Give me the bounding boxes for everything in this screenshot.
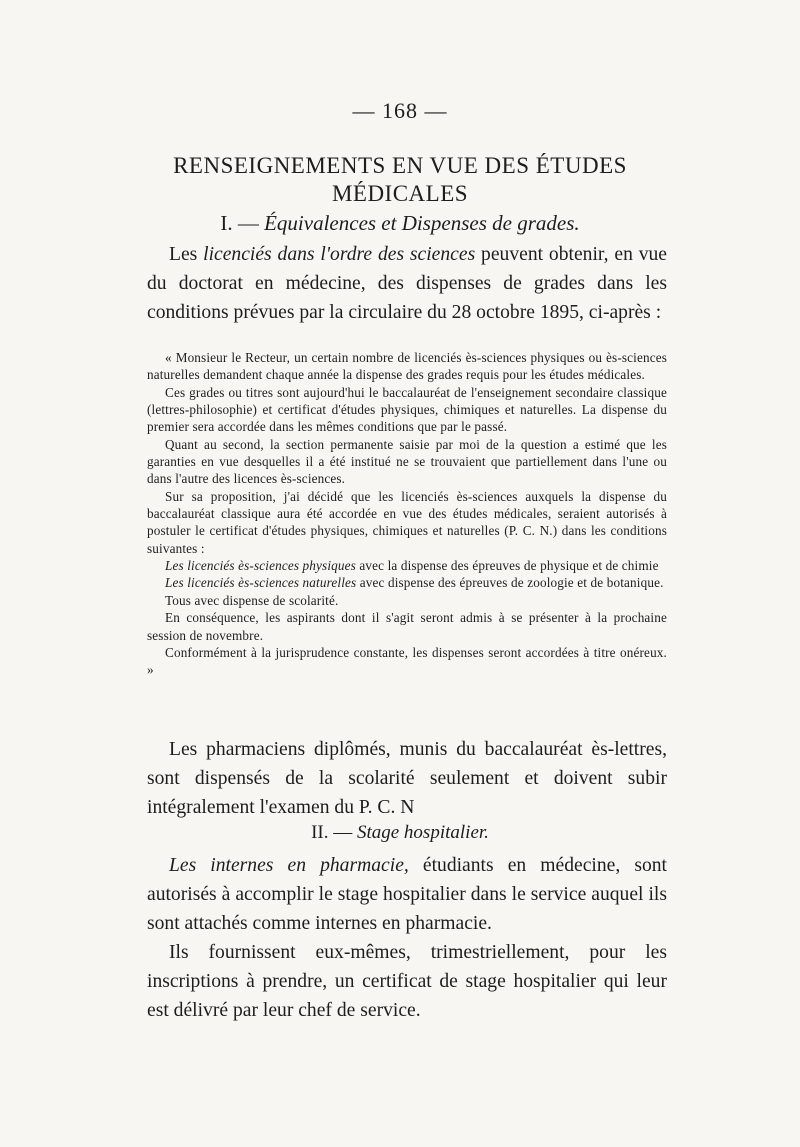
- pharmaciens-text: Les pharmaciens diplômés, munis du baccalauréat ès-lettres, sont dispensés de la scolarité seulement et doivent subir intégralement l'examen du P. C. N: [147, 739, 667, 818]
- section-1-title: Équivalences et Dispenses de grades.: [264, 211, 580, 235]
- quote-paragraph-7: Tous avec dispense de scolarité.: [165, 592, 339, 608]
- quote-paragraph-1: « Monsieur le Recteur, un certain nombre de licenciés ès-sciences physiques ou ès-sciences naturelles demandent chaque année la dispense des grades requis pour les études médicales.: [147, 350, 667, 383]
- section-1-number: I. —: [220, 211, 265, 235]
- quote-5-italic: Les licenciés ès-sciences physiques: [165, 558, 356, 574]
- stage-1-italic: Les internes en pharmacie,: [169, 855, 409, 876]
- page-number: — 168 —: [352, 98, 448, 123]
- quote-paragraph-4: Sur sa proposition, j'ai décidé que les licenciés ès-sciences auxquels la dispense du baccalauréat classique aura été accordée en vue des études médicales, seraient autorisés à postuler le certificat d'études physiques, chimiques et naturelles (P. C. N.) dans les conditions suivantes :: [147, 488, 667, 556]
- section-2-title: Stage hospitalier.: [356, 822, 489, 843]
- intro-text-b: peuvent obtenir, en vue du doctorat en médecine, des dispenses de grades dans les conditions prévues par la circulaire du 28 octobre 1895, ci-après :: [147, 244, 668, 323]
- intro-text-italic: licenciés dans l'ordre des sciences: [203, 244, 476, 265]
- quote-5-rest: avec la dispense des épreuves de physique et de chimie: [355, 558, 659, 574]
- intro-paragraph: [147, 240, 667, 327]
- section-2-heading: [100, 822, 700, 844]
- stage-paragraph-2: Ils fournissent eux-mêmes, trimestriellement, pour les inscriptions à prendre, un certificat de stage hospitalier qui leur est délivré par leur chef de service.: [147, 942, 667, 1021]
- stage-paragraph-1: [147, 851, 667, 938]
- quote-6-rest: avec dispense des épreuves de zoologie et de botanique.: [356, 575, 664, 591]
- quote-paragraph-2: Ces grades ou titres sont aujourd'hui le baccalauréat de l'enseignement secondaire classique (lettres-philosophie) et certificat d'études physiques, chimiques et naturelles. La dispense du premier sera accordée dans les mêmes conditions que par le passé.: [147, 384, 667, 435]
- title-line-1: RENSEIGNEMENTS EN VUE DES ÉTUDES: [173, 153, 627, 178]
- quote-paragraph-6: [147, 574, 667, 591]
- section-1-heading: [100, 211, 700, 236]
- intro-text-a: Les: [169, 244, 204, 265]
- circular-quote: [147, 349, 667, 679]
- page-title: [100, 152, 700, 208]
- quote-paragraph-3: Quant au second, la section permanente saisie par moi de la question a estimé que les garanties en vue desquelles il a été institué ne se trouvaient que partiellement dans l'une ou dans l'autre des licences ès-sciences.: [147, 436, 667, 487]
- pharmaciens-paragraph: [147, 735, 667, 822]
- stage-section: [147, 851, 667, 1025]
- quote-paragraph-9: Conformément à la jurisprudence constante, les dispenses seront accordées à titre onéreux. »: [147, 644, 667, 678]
- quote-paragraph-5: [147, 557, 667, 574]
- quote-paragraph-8: En conséquence, les aspirants dont il s'agit seront admis à se présenter à la prochaine session de novembre.: [147, 610, 667, 643]
- stage-1-rest: étudiants en médecine, sont autorisés à accomplir le stage hospitalier dans le service auquel ils sont attachés comme internes en pharmacie.: [147, 855, 667, 934]
- quote-6-italic: Les licenciés ès-sciences naturelles: [165, 575, 357, 591]
- title-line-2: MÉDICALES: [331, 181, 469, 206]
- section-2-number: II. —: [311, 822, 357, 843]
